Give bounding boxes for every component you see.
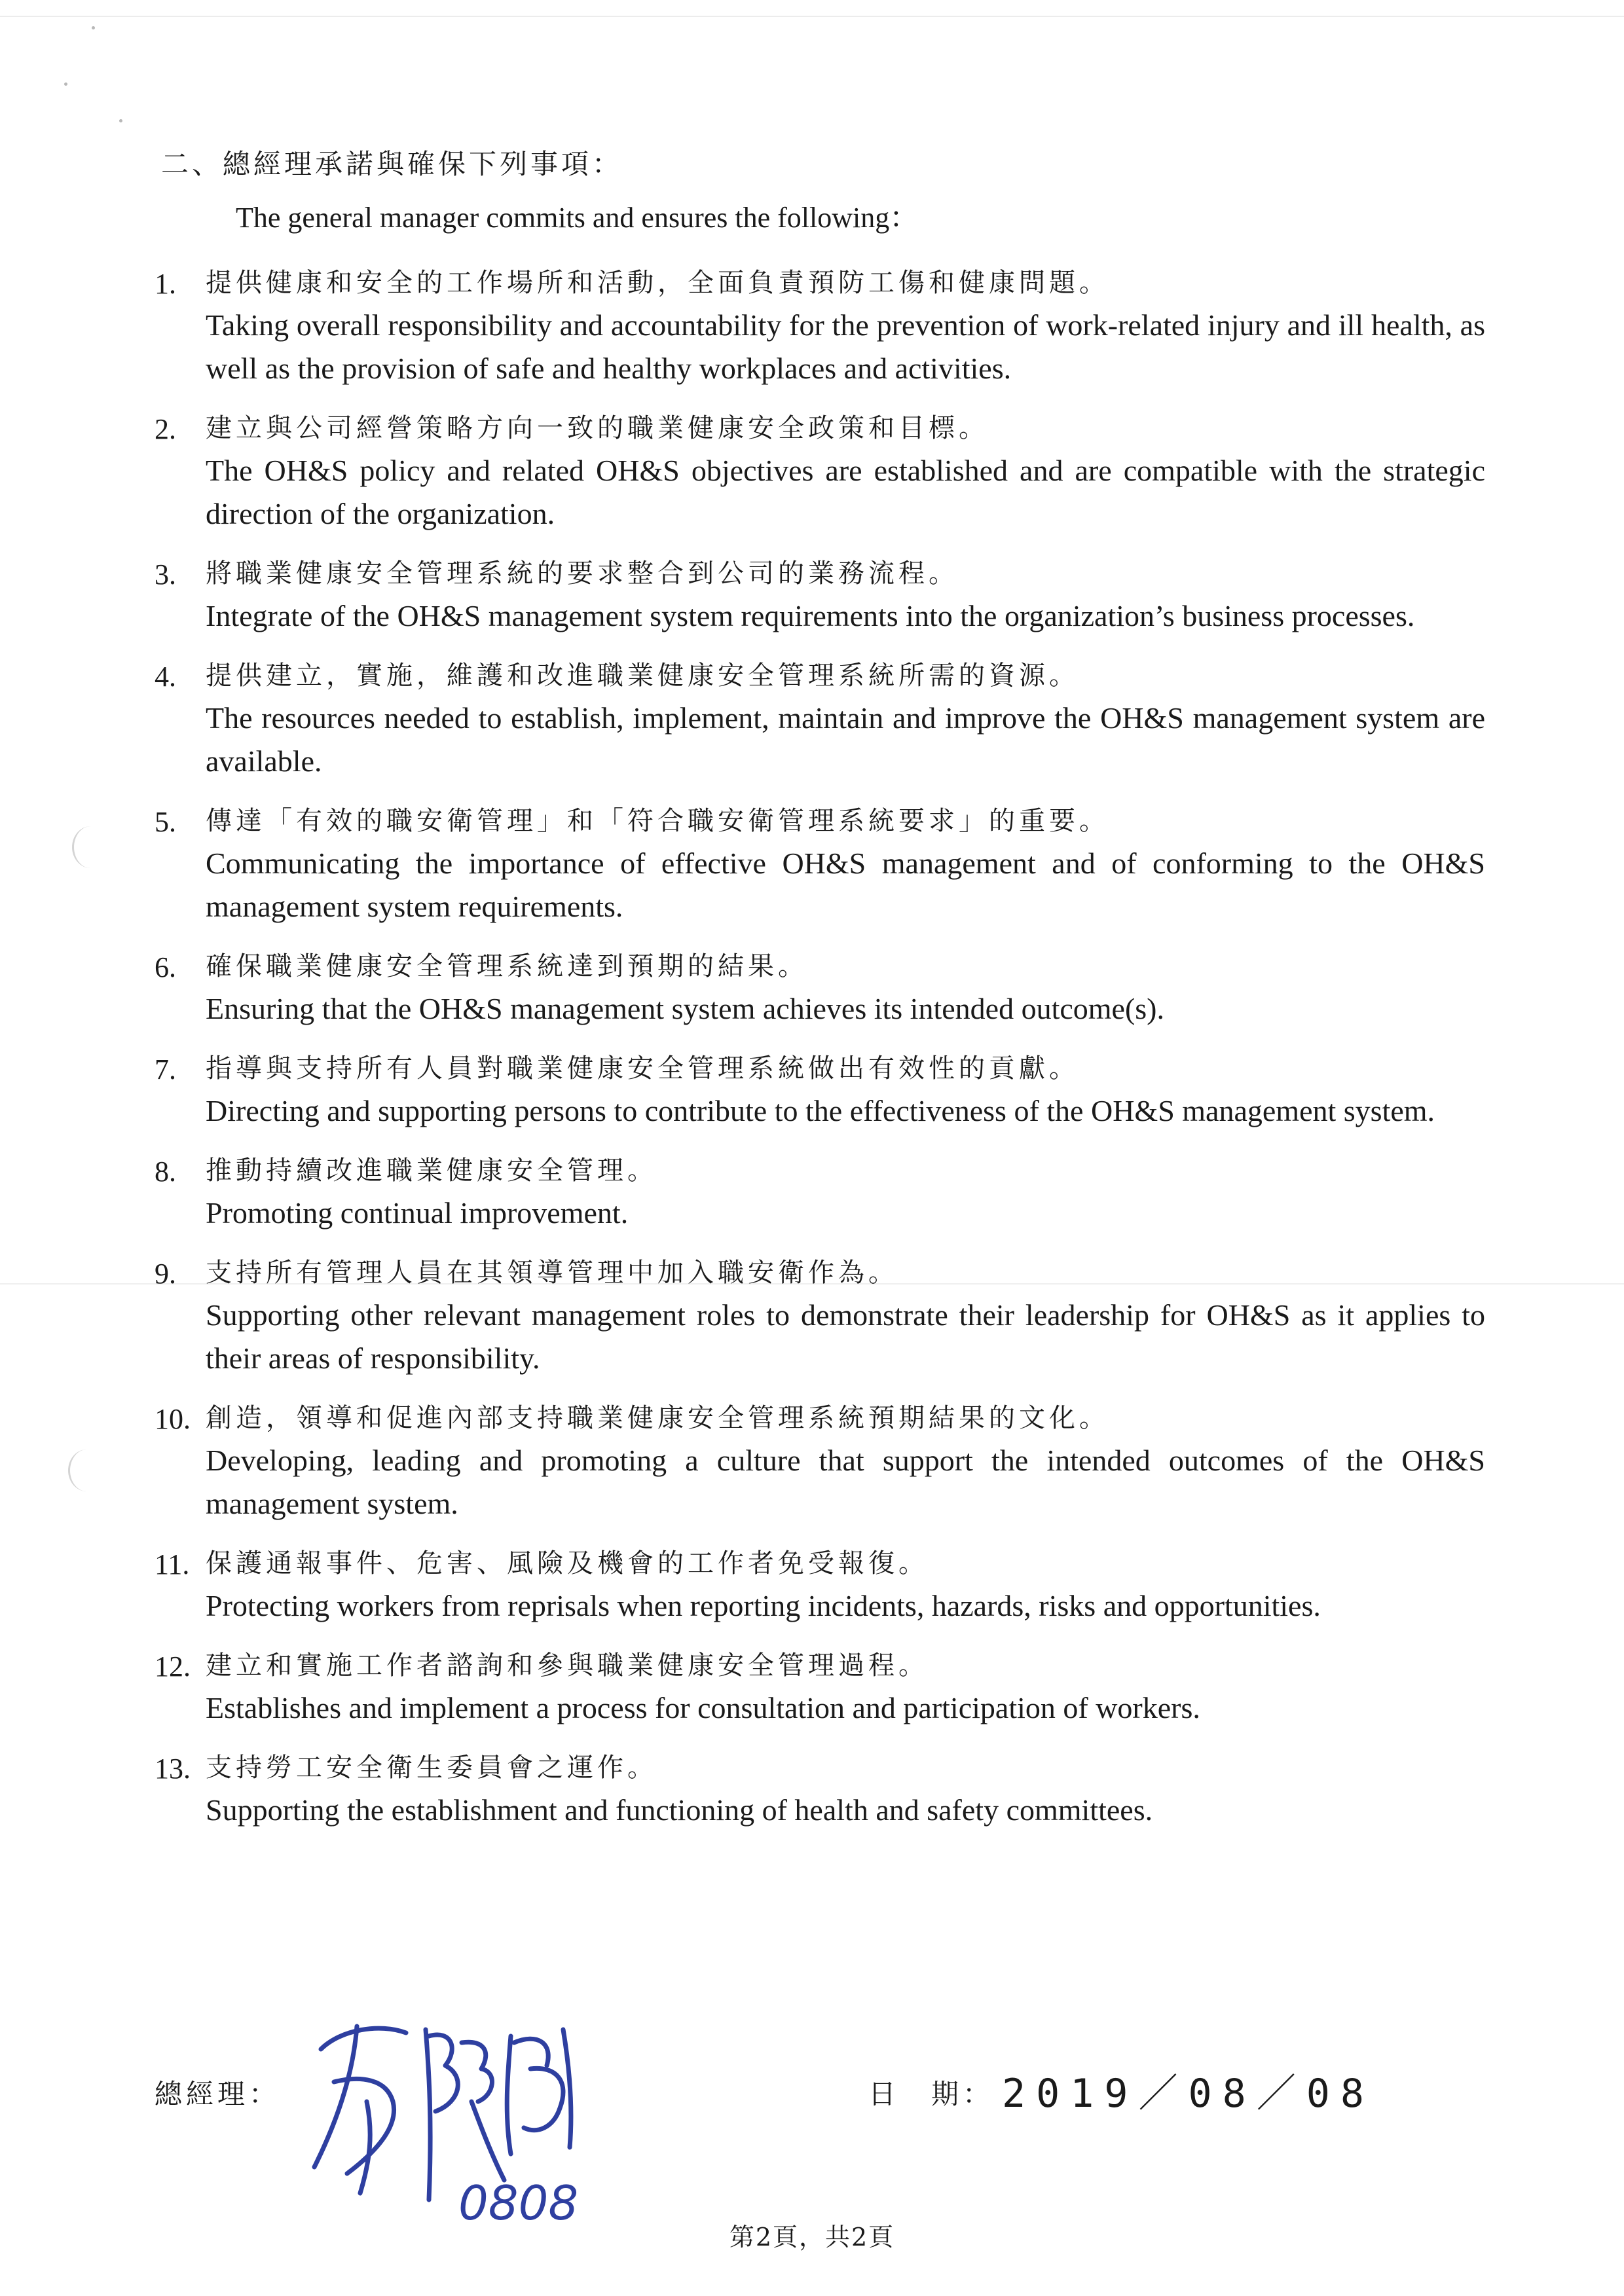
item-number: 12. <box>155 1650 191 1683</box>
section-heading-english: The general manager commits and ensures the following： <box>236 202 919 234</box>
list-item <box>155 262 1485 390</box>
item-text-chinese: 傳達「有效的職安衛管理」和「符合職安衛管理系統要求」的重要。 <box>206 806 1109 836</box>
item-number: 13. <box>155 1753 191 1785</box>
scan-speck <box>64 82 67 86</box>
item-text-english: Taking overall responsibility and accountability for the prevention of work-related injury and ill health, as well as the provision of safe and healthy workplaces and activities. <box>206 308 1485 385</box>
list-item <box>155 1747 1485 1832</box>
item-text-english: Ensuring that the OH&S management system achieves its intended outcome(s). <box>206 992 1165 1025</box>
punch-hole-mark <box>72 826 109 868</box>
item-text-chinese: 提供建立，實施，維護和改進職業健康安全管理系統所需的資源。 <box>206 661 1079 691</box>
item-text-english: Promoting continual improvement. <box>206 1196 629 1230</box>
item-number: 1. <box>155 268 176 300</box>
list-item <box>155 1048 1485 1133</box>
item-text-chinese: 保護通報事件、危害、風險及機會的工作者免受報復。 <box>206 1548 929 1578</box>
item-number: 5. <box>155 806 176 838</box>
signature <box>295 2003 635 2226</box>
item-text-chinese: 建立和實施工作者諮詢和參與職業健康安全管理過程。 <box>206 1650 929 1681</box>
item-text-english: Supporting other relevant management roles to demonstrate their leadership for OH&S as it applies to their areas of responsibility. <box>206 1298 1485 1375</box>
list-item <box>155 1542 1485 1628</box>
item-number: 2. <box>155 413 176 445</box>
item-number: 4. <box>155 661 176 693</box>
punch-hole-mark <box>68 1449 105 1491</box>
list-item <box>155 1397 1485 1525</box>
list-item <box>155 945 1485 1030</box>
item-text-chinese: 創造，領導和促進內部支持職業健康安全管理系統預期結果的文化。 <box>206 1403 1109 1433</box>
page-number: 第2頁，共2頁 <box>729 2223 895 2251</box>
list-item <box>155 553 1485 638</box>
list-item <box>155 655 1485 783</box>
date-label: 日 期： <box>868 2078 995 2110</box>
item-text-chinese: 建立與公司經營策略方向一致的職業健康安全政策和目標。 <box>206 413 989 443</box>
handwritten-signature-icon <box>295 2003 635 2226</box>
item-text-english: Protecting workers from reprisals when reporting incidents, hazards, risks and opportunities. <box>206 1589 1321 1622</box>
item-number: 3. <box>155 558 176 591</box>
item-text-chinese: 指導與支持所有人員對職業健康安全管理系統做出有效性的貢獻。 <box>206 1053 1079 1084</box>
svg-text:0808: 0808 <box>458 2176 579 2226</box>
item-number: 10. <box>155 1403 191 1435</box>
date-value: 2019／08／08 <box>1002 2071 1375 2117</box>
item-text-english: The resources needed to establish, implement, maintain and improve the OH&S management system are available. <box>206 701 1485 778</box>
item-text-english: Establishes and implement a process for consultation and participation of workers. <box>206 1691 1200 1724</box>
general-manager-label: 總經理： <box>155 2078 281 2110</box>
item-text-english: Directing and supporting persons to contribute to the effectiveness of the OH&S management system. <box>206 1094 1435 1127</box>
item-text-english: Integrate of the OH&S management system requirements into the organization’s business processes. <box>206 599 1415 632</box>
scan-speck <box>119 119 122 122</box>
list-item <box>155 407 1485 536</box>
item-text-english: Developing, leading and promoting a culture that support the intended outcomes of the OH&S management system. <box>206 1444 1485 1520</box>
item-number: 6. <box>155 951 176 983</box>
scan-edge-line <box>0 16 1624 17</box>
section-heading: 二、總經理承諾與確保下列事項： <box>161 148 623 180</box>
list-item <box>155 800 1485 928</box>
item-number: 8. <box>155 1156 176 1188</box>
item-text-chinese: 推動持續改進職業健康安全管理。 <box>206 1156 657 1186</box>
item-text-chinese: 提供健康和安全的工作場所和活動，全面負責預防工傷和健康問題。 <box>206 268 1109 298</box>
list-item <box>155 1645 1485 1730</box>
item-text-chinese: 支持所有管理人員在其領導管理中加入職安衛作為。 <box>206 1258 898 1288</box>
scan-speck <box>92 26 95 29</box>
item-text-chinese: 將職業健康安全管理系統的要求整合到公司的業務流程。 <box>206 558 959 589</box>
item-text-english: Communicating the importance of effective OH&S management and of conforming to the OH&S management system requirements. <box>206 847 1485 923</box>
item-text-english: Supporting the establishment and functioning of health and safety committees. <box>206 1793 1153 1827</box>
item-text-chinese: 確保職業健康安全管理系統達到預期的結果。 <box>206 951 808 981</box>
list-item <box>155 1252 1485 1380</box>
item-text-english: The OH&S policy and related OH&S objectives are established and are compatible with the strategic direction of the organization. <box>206 454 1485 530</box>
commitment-list <box>155 262 1485 1849</box>
item-number: 11. <box>155 1548 190 1580</box>
item-number: 9. <box>155 1258 176 1290</box>
list-item <box>155 1150 1485 1235</box>
item-text-chinese: 支持勞工安全衛生委員會之運作。 <box>206 1753 657 1783</box>
item-number: 7. <box>155 1053 176 1085</box>
